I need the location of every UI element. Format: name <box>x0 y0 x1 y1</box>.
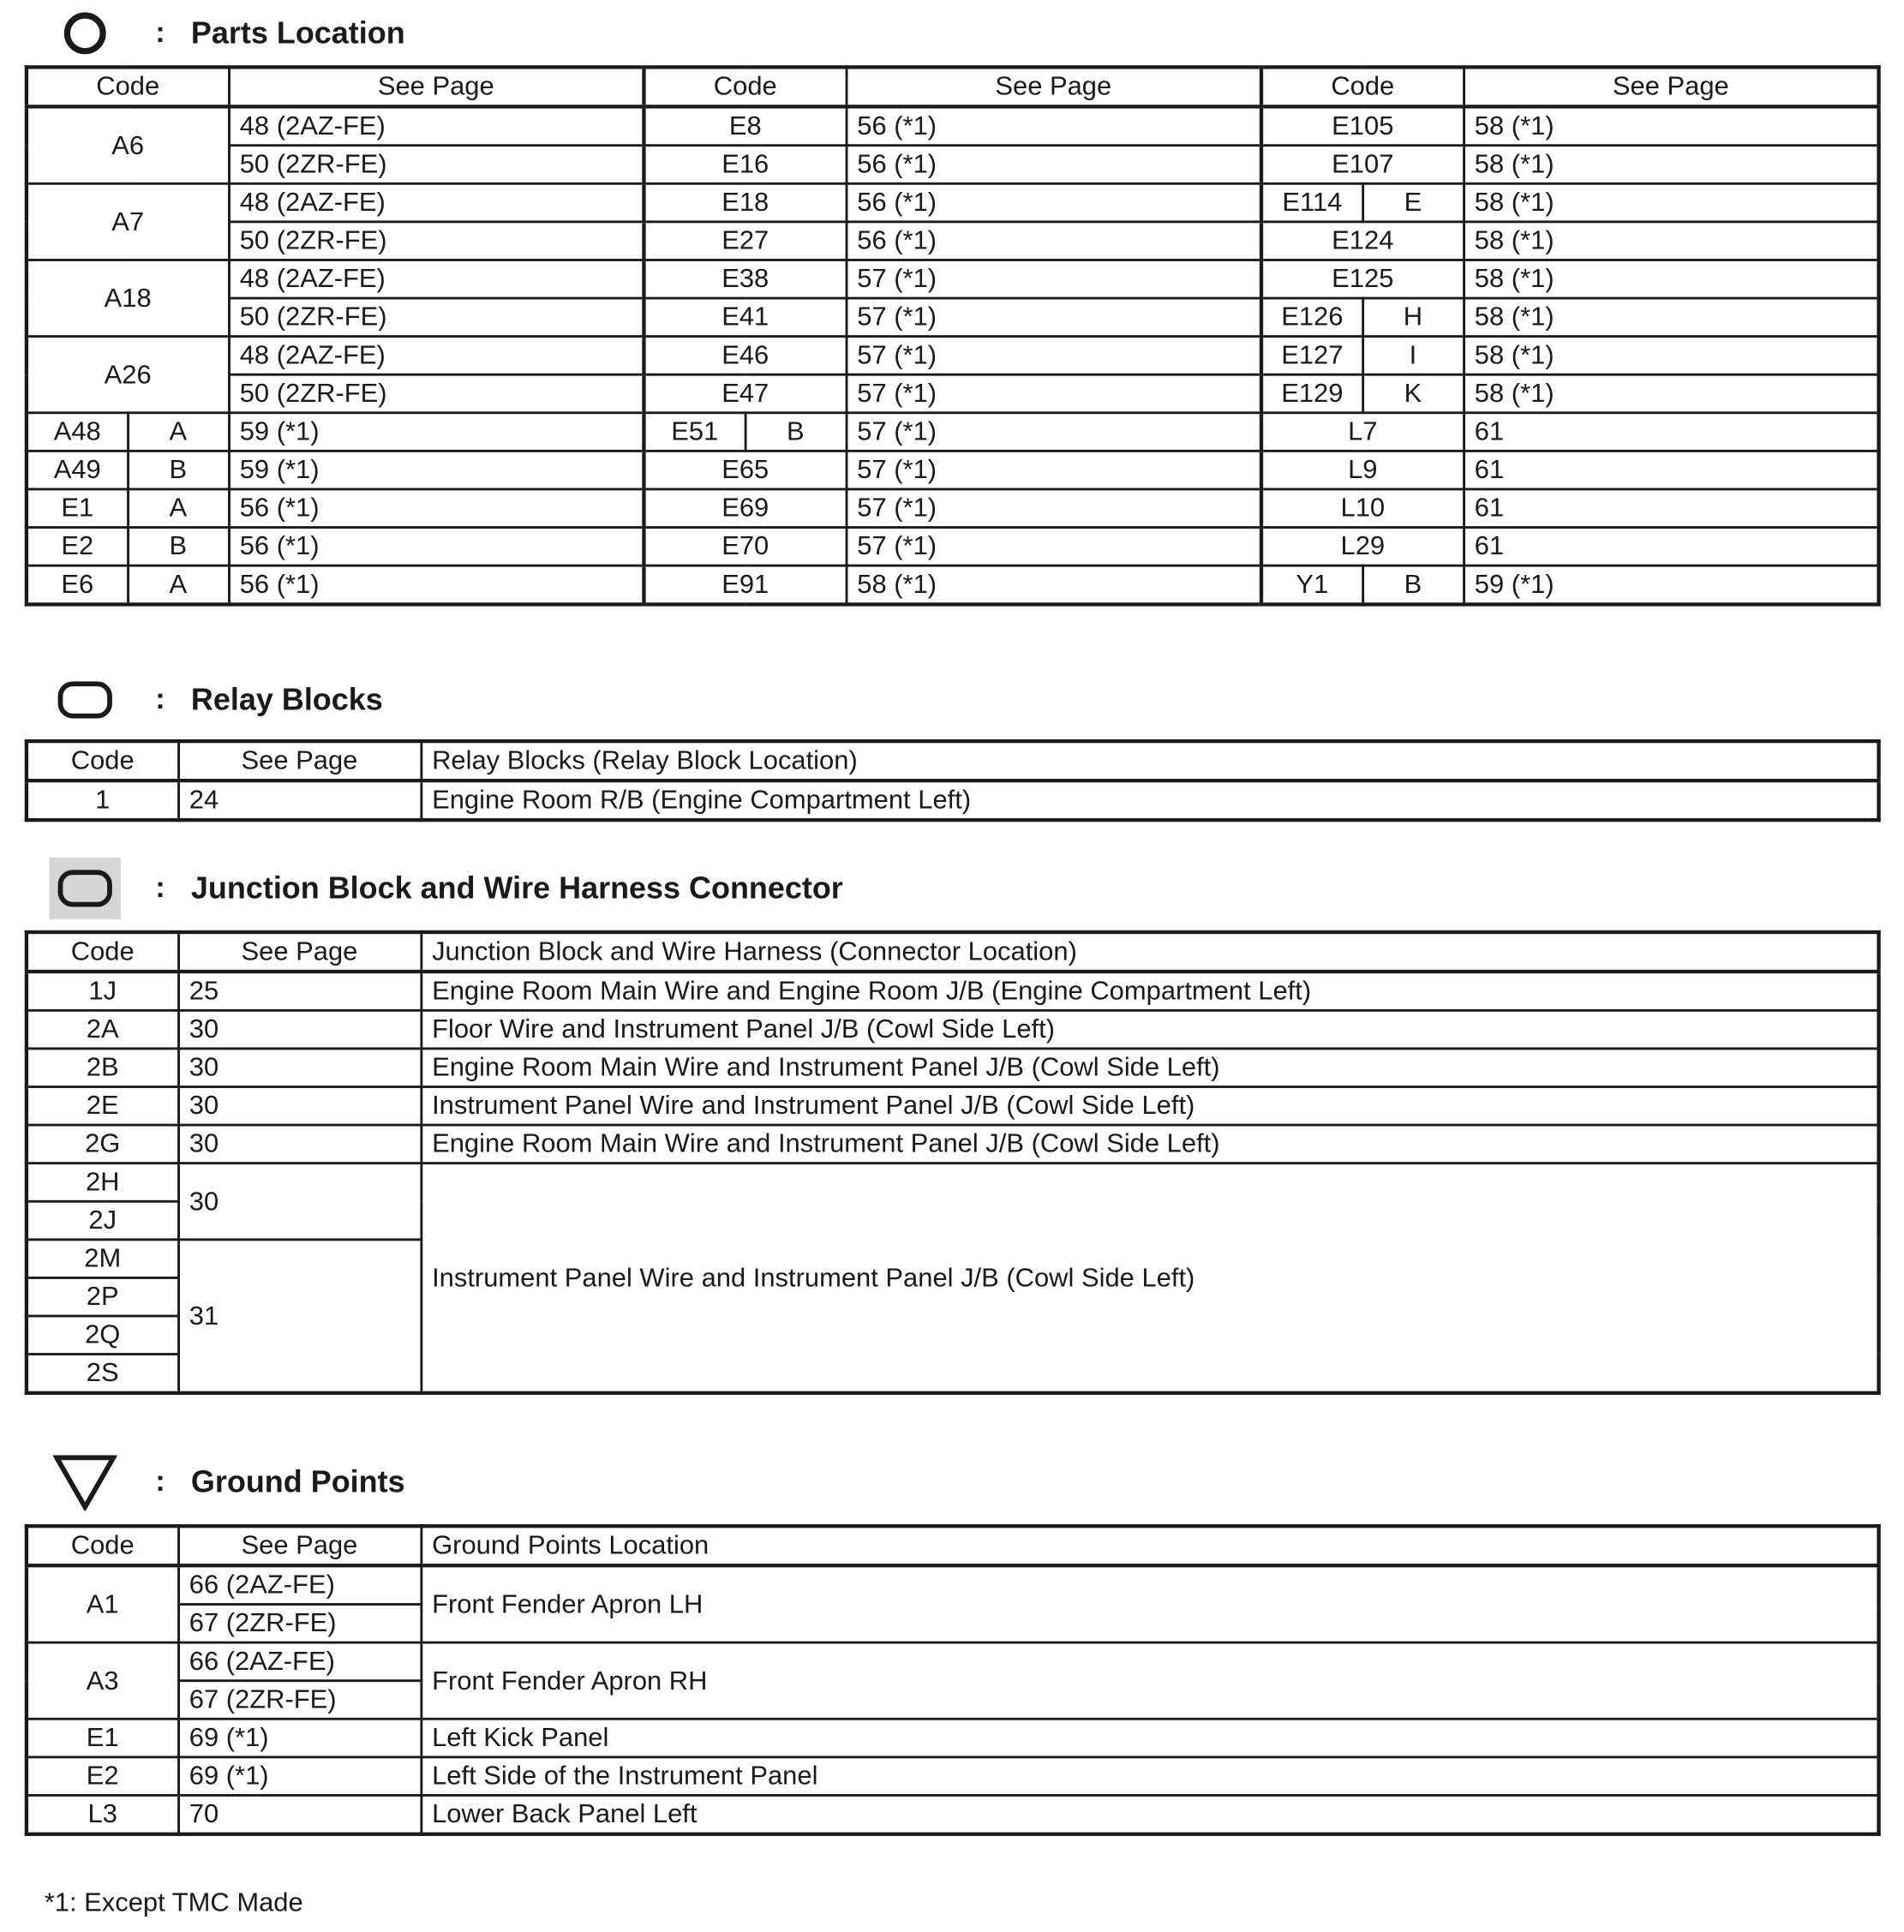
colon: : <box>155 682 165 716</box>
table-cell: L9 <box>1261 451 1464 489</box>
table-cell: 59 (*1) <box>1464 565 1879 604</box>
table-cell: E6 <box>27 565 128 604</box>
table-cell: A26 <box>27 337 229 413</box>
table-cell: E8 <box>644 106 846 145</box>
table-cell: 57 (*1) <box>846 298 1261 337</box>
table-cell: 56 (*1) <box>229 528 644 566</box>
ground-points-table <box>25 1524 1881 1836</box>
column-header: Code <box>27 741 178 781</box>
table-cell: E124 <box>1261 222 1464 260</box>
table-row <box>27 106 1879 145</box>
shaded-rounded-rect-icon <box>50 858 121 919</box>
table-cell: E <box>1362 183 1464 222</box>
table-cell: 58 (*1) <box>846 565 1261 604</box>
table-cell: K <box>1362 374 1464 413</box>
table-cell: A7 <box>27 183 229 260</box>
table-cell: 30 <box>178 1049 421 1087</box>
table-cell: 59 (*1) <box>229 451 644 489</box>
header-row <box>27 1526 1879 1565</box>
table-cell: 48 (2AZ-FE) <box>229 183 644 222</box>
table-cell: 58 (*1) <box>1464 298 1879 337</box>
table-row <box>27 1795 1879 1833</box>
colon: : <box>155 15 165 50</box>
table-cell: E127 <box>1261 337 1362 375</box>
table-cell: 50 (2ZR-FE) <box>229 222 644 260</box>
table-cell: E51 <box>644 413 745 452</box>
table-cell: L7 <box>1261 413 1464 452</box>
colon: : <box>155 870 165 905</box>
rounded-rect-icon <box>50 669 121 731</box>
table-cell: 57 (*1) <box>846 413 1261 452</box>
section-title: Parts Location <box>190 15 405 51</box>
table-cell: Y1 <box>1261 565 1362 604</box>
table-cell: 2J <box>27 1201 178 1240</box>
table-cell: 30 <box>178 1086 421 1125</box>
table-row <box>27 1049 1879 1087</box>
table-cell: B <box>745 413 846 452</box>
table-cell: A <box>128 413 229 452</box>
table-row <box>27 298 1879 337</box>
table-cell: E125 <box>1261 260 1464 298</box>
table-cell: 48 (2AZ-FE) <box>229 260 644 298</box>
column-header: See Page <box>846 67 1261 106</box>
table-cell: Engine Room Main Wire and Instrument Panel J/B (Cowl Side Left) <box>421 1125 1878 1163</box>
table-cell: A <box>128 565 229 604</box>
table-cell: 2H <box>27 1163 178 1202</box>
table-cell: E107 <box>1261 146 1464 184</box>
ground-points-heading <box>50 1451 405 1513</box>
table-cell: 61 <box>1464 489 1879 528</box>
relay-blocks-heading <box>50 669 383 731</box>
column-header: Code <box>27 932 178 972</box>
table-cell: A49 <box>27 451 128 489</box>
table-row <box>27 413 1879 452</box>
table-cell: 2E <box>27 1086 178 1125</box>
table-cell: 25 <box>178 972 421 1010</box>
table-cell: 58 (*1) <box>1464 337 1879 375</box>
table-cell: 57 (*1) <box>846 451 1261 489</box>
table-row <box>27 451 1879 489</box>
table-cell: 1 <box>27 781 178 820</box>
table-cell: E1 <box>27 489 128 528</box>
table-row <box>27 260 1879 298</box>
table-cell: B <box>128 451 229 489</box>
table-row <box>27 183 1879 222</box>
table-cell: 56 (*1) <box>846 146 1261 184</box>
table-cell: Instrument Panel Wire and Instrument Panel J/B (Cowl Side Left) <box>421 1086 1878 1125</box>
table-cell: E126 <box>1261 298 1362 337</box>
table-cell: Lower Back Panel Left <box>421 1795 1878 1833</box>
table-cell: A6 <box>27 106 229 183</box>
table-row <box>27 337 1879 375</box>
table-row <box>27 1757 1879 1796</box>
table-cell: 66 (2AZ-FE) <box>178 1565 421 1604</box>
junction-block-table <box>25 930 1881 1395</box>
table-row <box>27 146 1879 184</box>
table-cell: 50 (2ZR-FE) <box>229 146 644 184</box>
footnote: *1: Except TMC Made <box>44 1887 303 1917</box>
parts-location-table <box>25 65 1881 606</box>
table-cell: 61 <box>1464 413 1879 452</box>
table-cell: 58 (*1) <box>1464 183 1879 222</box>
table-cell: E1 <box>27 1719 178 1757</box>
table-cell: 2G <box>27 1125 178 1163</box>
table-row <box>27 374 1879 413</box>
table-cell: 2M <box>27 1240 178 1278</box>
table-cell: L3 <box>27 1795 178 1833</box>
table-cell: 2B <box>27 1049 178 1087</box>
table-cell: 48 (2AZ-FE) <box>229 337 644 375</box>
table-cell: 24 <box>178 781 421 820</box>
table-cell: Front Fender Apron RH <box>421 1642 1878 1719</box>
table-cell: B <box>128 528 229 566</box>
column-header: See Page <box>1464 67 1879 106</box>
table-cell: E41 <box>644 298 846 337</box>
table-cell: A1 <box>27 1565 178 1642</box>
table-cell: 61 <box>1464 451 1879 489</box>
table-cell: 2P <box>27 1277 178 1316</box>
table-cell: 69 (*1) <box>178 1757 421 1796</box>
table-row <box>27 222 1879 260</box>
table-cell: I <box>1362 337 1464 375</box>
table-row <box>27 1642 1879 1681</box>
relay-blocks-table <box>25 739 1881 822</box>
table-cell: E129 <box>1261 374 1362 413</box>
table-cell: H <box>1362 298 1464 337</box>
table-cell: 58 (*1) <box>1464 146 1879 184</box>
table-cell: E114 <box>1261 183 1362 222</box>
table-cell: A <box>128 489 229 528</box>
table-cell: 59 (*1) <box>229 413 644 452</box>
table-cell: 56 (*1) <box>846 183 1261 222</box>
table-cell: E18 <box>644 183 846 222</box>
table-cell: E2 <box>27 528 128 566</box>
junction-block-heading <box>50 858 843 919</box>
table-cell: 2Q <box>27 1316 178 1355</box>
header-row <box>27 932 1879 972</box>
table-cell: 56 (*1) <box>846 106 1261 145</box>
table-cell: E38 <box>644 260 846 298</box>
column-header: See Page <box>178 741 421 781</box>
table-cell: E47 <box>644 374 846 413</box>
column-header: Junction Block and Wire Harness (Connector Location) <box>421 932 1878 972</box>
table-cell: 56 (*1) <box>229 489 644 528</box>
column-header: Code <box>644 67 846 106</box>
column-header: Ground Points Location <box>421 1526 1878 1565</box>
table-cell: E46 <box>644 337 846 375</box>
table-cell: A48 <box>27 413 128 452</box>
table-cell: 31 <box>178 1240 421 1393</box>
table-cell: 1J <box>27 972 178 1010</box>
table-row <box>27 1010 1879 1049</box>
table-row <box>27 1086 1879 1125</box>
table-cell: Engine Room Main Wire and Instrument Panel J/B (Cowl Side Left) <box>421 1049 1878 1087</box>
table-cell: E70 <box>644 528 846 566</box>
table-cell: 66 (2AZ-FE) <box>178 1642 421 1681</box>
table-cell: 30 <box>178 1010 421 1049</box>
table-cell: Floor Wire and Instrument Panel J/B (Cowl Side Left) <box>421 1010 1878 1049</box>
table-cell: 58 (*1) <box>1464 374 1879 413</box>
table-row <box>27 1125 1879 1163</box>
down-triangle-icon <box>50 1451 121 1513</box>
table-cell: Left Side of the Instrument Panel <box>421 1757 1878 1796</box>
table-cell: A3 <box>27 1642 178 1719</box>
table-cell: 57 (*1) <box>846 528 1261 566</box>
column-header: Code <box>27 1526 178 1565</box>
table-cell: 57 (*1) <box>846 489 1261 528</box>
table-cell: 70 <box>178 1795 421 1833</box>
table-cell: 58 (*1) <box>1464 260 1879 298</box>
section-title: Ground Points <box>190 1464 405 1499</box>
table-cell: A18 <box>27 260 229 336</box>
table-cell: 56 (*1) <box>846 222 1261 260</box>
table-cell: 67 (2ZR-FE) <box>178 1605 421 1643</box>
table-cell: E65 <box>644 451 846 489</box>
table-cell: E105 <box>1261 106 1464 145</box>
table-cell: Engine Room Main Wire and Engine Room J/B (Engine Compartment Left) <box>421 972 1878 1010</box>
table-cell: E91 <box>644 565 846 604</box>
circle-icon <box>50 3 121 64</box>
table-row <box>27 972 1879 1010</box>
table-cell: 2S <box>27 1355 178 1393</box>
table-cell: 58 (*1) <box>1464 106 1879 145</box>
colon: : <box>155 1465 165 1498</box>
parts-location-heading <box>50 3 405 64</box>
column-header: Code <box>27 67 229 106</box>
table-cell: 57 (*1) <box>846 337 1261 375</box>
table-cell: 50 (2ZR-FE) <box>229 374 644 413</box>
table-row <box>27 1163 1879 1202</box>
table-cell: E16 <box>644 146 846 184</box>
header-row <box>27 741 1879 781</box>
table-cell: B <box>1362 565 1464 604</box>
column-header: See Page <box>229 67 644 106</box>
column-header: See Page <box>178 1526 421 1565</box>
table-cell: 30 <box>178 1125 421 1163</box>
column-header: See Page <box>178 932 421 972</box>
header-row <box>27 67 1879 106</box>
table-cell: 50 (2ZR-FE) <box>229 298 644 337</box>
table-cell: Left Kick Panel <box>421 1719 1878 1757</box>
table-cell: 48 (2AZ-FE) <box>229 106 644 145</box>
table-cell: Engine Room R/B (Engine Compartment Left) <box>421 781 1878 820</box>
table-cell: 61 <box>1464 528 1879 566</box>
column-header: Code <box>1261 67 1464 106</box>
table-cell: 57 (*1) <box>846 260 1261 298</box>
table-row <box>27 1565 1879 1604</box>
table-cell: 57 (*1) <box>846 374 1261 413</box>
table-cell: E69 <box>644 489 846 528</box>
table-cell: E27 <box>644 222 846 260</box>
table-cell: E2 <box>27 1757 178 1796</box>
table-row <box>27 528 1879 566</box>
table-row <box>27 1719 1879 1757</box>
table-row <box>27 565 1879 604</box>
table-cell: L29 <box>1261 528 1464 566</box>
table-cell: 56 (*1) <box>229 565 644 604</box>
table-cell: Front Fender Apron LH <box>421 1565 1878 1642</box>
table-cell: Instrument Panel Wire and Instrument Panel J/B (Cowl Side Left) <box>421 1163 1878 1393</box>
table-cell: 58 (*1) <box>1464 222 1879 260</box>
table-cell: 69 (*1) <box>178 1719 421 1757</box>
table-cell: 30 <box>178 1163 421 1240</box>
table-cell: 67 (2ZR-FE) <box>178 1681 421 1720</box>
table-row <box>27 489 1879 528</box>
section-title: Relay Blocks <box>190 682 383 717</box>
column-header: Relay Blocks (Relay Block Location) <box>421 741 1878 781</box>
table-cell: 2A <box>27 1010 178 1049</box>
section-title: Junction Block and Wire Harness Connector <box>190 870 843 906</box>
table-cell: L10 <box>1261 489 1464 528</box>
table-row <box>27 781 1879 820</box>
